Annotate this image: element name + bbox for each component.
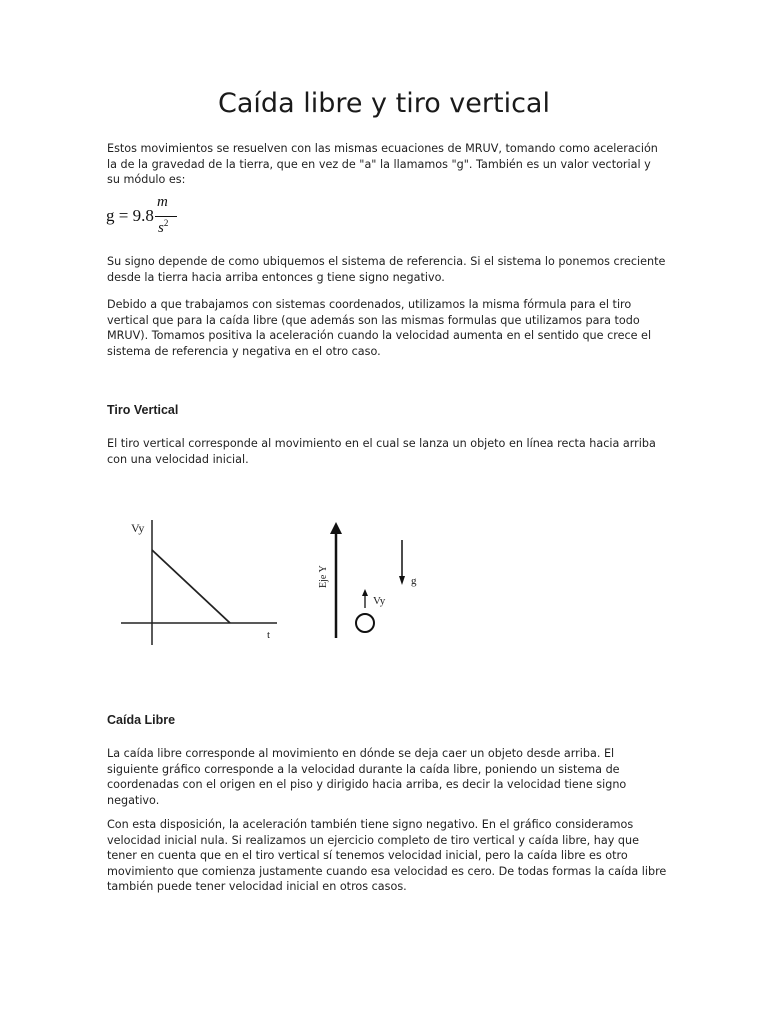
gravity-formula: [106, 194, 186, 244]
formula-denominator: $s^2$: [158, 218, 169, 236]
caida-libre-heading: Caída Libre: [107, 713, 176, 727]
tiro-vertical-heading: Tiro Vertical: [107, 403, 179, 417]
gravity-label: g: [411, 575, 417, 587]
velocity-line: [152, 550, 230, 623]
formula-exponent: 2: [163, 218, 169, 228]
caida-libre-paragraph-2: Con esta disposición, la aceleración también tiene signo negativo. En el gráfico consideramos velocidad inicial nula. Si realizamos un ejercicio completo de tiro vertical y caída libre, hay que tener en cuenta que en el tiro vertical sí tenemos velocidad inicial, pero la caída libre es otro movimiento que comienza justamente cuando esa velocidad es cero. De todas formas la caída libre también puede tener velocidad inicial en otros casos.: [107, 818, 667, 893]
tiro-vertical-paragraph: El tiro vertical corresponde al movimiento en el cual se lanza un objeto en línea recta hacia arriba con una velocidad inicial.: [107, 437, 656, 466]
formula-numerator: m: [157, 194, 168, 210]
formula-fraction-bar: [155, 216, 177, 217]
formula-lhs: g = 9.8: [106, 206, 154, 225]
graph-x-label: t: [267, 629, 271, 641]
sign-paragraph: Su signo depende de como ubiquemos el sistema de referencia. Si el sistema lo ponemos creciente desde la tierra hacia arriba entonces g tiene signo negativo.: [107, 255, 666, 284]
velocity-time-graph: [121, 520, 277, 645]
velocity-label: Vy: [373, 595, 386, 607]
gravity-arrowhead: [399, 576, 405, 585]
axis-diagram: [318, 522, 417, 638]
caida-libre-paragraph-1: La caída libre corresponde al movimiento en dónde se deja caer un objeto desde arriba. El siguiente gráfico corresponde a la velocidad durante la caída libre, poniendo un sistema de coordenadas con el origen en el piso y dirigido hacia arriba, es decir la velocidad tiene signo negativo.: [107, 747, 627, 807]
tiro-vertical-figure: [115, 510, 435, 650]
graph-y-label: Vy: [131, 521, 145, 535]
coords-paragraph: Debido a que trabajamos con sistemas coordenados, utilizamos la misma fórmula para el tiro vertical que para la caída libre (que además son las mismas formulas que utilizamos para todo MRUV). Tomamos positiva la aceleración cuando la velocidad aumenta en el sentido que crece el sistema de referencia y negativa en el otro caso.: [107, 298, 652, 358]
page-title: Caída libre y tiro vertical: [218, 88, 550, 119]
y-axis-label: Eje Y: [318, 565, 329, 588]
y-axis-arrowhead: [330, 522, 342, 534]
intro-paragraph: Estos movimientos se resuelven con las mismas ecuaciones de MRUV, tomando como aceleración la de la gravedad de la tierra, que en vez de "a" la llamamos "g". También es un valor vectorial y su módulo es:: [107, 142, 658, 186]
object-circle: [356, 614, 374, 632]
velocity-arrowhead: [362, 589, 368, 596]
